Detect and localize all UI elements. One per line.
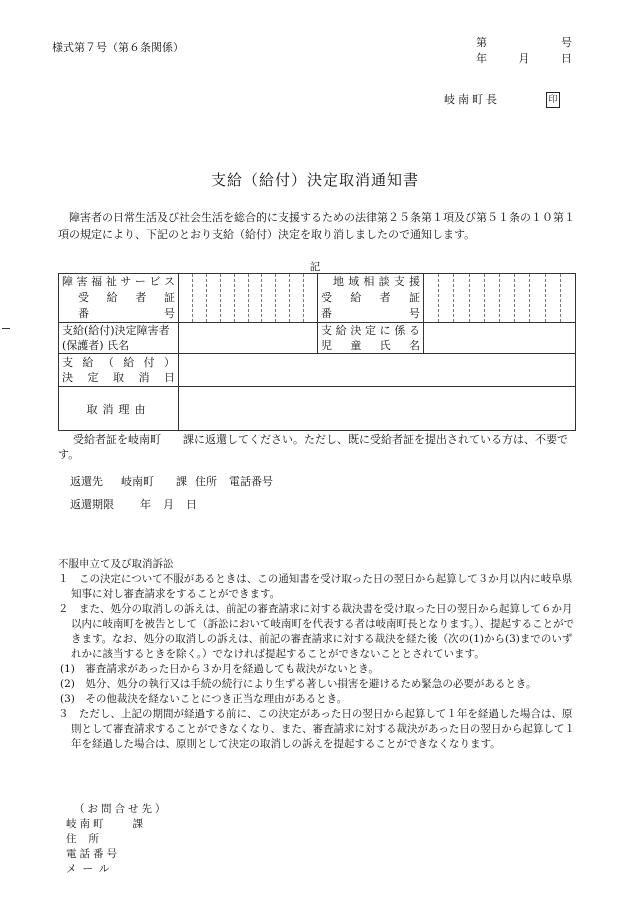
- return-destination: 返還先 岐南町 課 住所 電話番号: [70, 475, 273, 488]
- cancel-date-label: 支給（給付） 決定取消日: [59, 354, 179, 387]
- reason-field[interactable]: [179, 387, 576, 431]
- appeal-heading: 不服申立て及び取消訴訟: [58, 558, 174, 570]
- contact-town: 岐南町 課: [66, 818, 146, 830]
- contact-heading: （お問合せ先）: [74, 803, 169, 815]
- issuer: [444, 92, 560, 108]
- appeal-item-2: ２ また、処分の取消しの訴えは、前記の審査請求に対する裁決書を受け取った日の翌日から起算して６か月以内に岐南町を被告として（訴訟において岐南町を代表する者は岐南町長となります。）、提起することができます。なお、処分の取消しの訴えは、前記の審査請求に対する裁決を経た後（次の(1)から(3)までのいずれかに該当するときを除く。）でなければ提起することができないこととされています。: [58, 603, 575, 660]
- mayor-name: 岐南町長: [444, 93, 500, 106]
- cancel-date-field[interactable]: [179, 354, 576, 387]
- day-label: 日: [561, 52, 572, 65]
- consult-number-field[interactable]: [424, 274, 576, 323]
- appeal-item-3: ３ ただし、上記の期間が経過する前に、この決定があった日の翌日から起算して１年を経過した場合は、原則として審査請求することができなくなり、また、審査請求に対する裁決があった日の翌日から起算して１年を経過した場合は、原則として決定の取消しの訴えを提起することができなくなります。: [58, 708, 575, 750]
- recipient-number-label: 障害福祉サービス 受給者証 番号: [59, 274, 179, 323]
- margin-dash: [2, 328, 10, 329]
- contact-email: メール: [66, 863, 116, 875]
- contact-section: [66, 802, 169, 877]
- appeal-sub-2: (2) 処分、処分の執行又は手続の続行により生ずる著しい損害を避けるため緊急の必要があるとき。: [60, 678, 537, 690]
- appeal-sub-1: (1) 審査請求があった日から３か月を経過しても裁決がないとき。: [60, 663, 379, 675]
- ki-heading: 記: [309, 261, 321, 273]
- form-number: 様式第７号（第６条関係）: [52, 41, 184, 54]
- return-note: 受給者証を岐南町 課に返還してください。ただし、既に受給者証を提出されている方は、不要です。: [58, 433, 568, 461]
- appeal-sub-3: (3) その他裁決を経ないことにつき正当な理由があるとき。: [60, 693, 348, 705]
- year-label: 年: [476, 52, 487, 65]
- appeal-section: [58, 557, 580, 752]
- child-name-field[interactable]: [424, 323, 576, 354]
- document-number-date: [476, 35, 572, 67]
- number-suffix: 号: [561, 36, 572, 49]
- document-title: 支給（給付）決定取消通知書: [210, 171, 419, 189]
- contact-address: 住所: [66, 833, 111, 845]
- consult-number-label: 地域相談支援 受給者証 番号: [318, 274, 424, 323]
- recipient-number-field[interactable]: [179, 274, 318, 323]
- contact-phone: 電話番号: [66, 848, 120, 860]
- guardian-name-label: 支給(給付)決定障害者 (保護者) 氏名: [59, 323, 179, 354]
- details-table: [58, 273, 576, 431]
- month-label: 月: [518, 52, 530, 65]
- number-prefix: 第: [476, 36, 487, 49]
- appeal-item-1: １ この決定について不服があるときは、この通知書を受け取った日の翌日から起算して３か月以内に岐阜県知事に対し審査請求をすることができます。: [58, 573, 573, 600]
- child-name-label: 支給決定に係る 児童氏名: [318, 323, 424, 354]
- seal-box: 印: [546, 92, 560, 108]
- intro-paragraph: 障害者の日常生活及び社会生活を総合的に支援するための法律第２５条第１項及び第５１条の１０第１項の規定により、下記のとおり支給（給付）決定を取り消しましたので通知します。: [58, 211, 575, 241]
- return-deadline: 返還期限 年 月 日: [70, 498, 197, 511]
- reason-label: 取消理由: [59, 387, 179, 431]
- guardian-name-field[interactable]: [179, 323, 318, 354]
